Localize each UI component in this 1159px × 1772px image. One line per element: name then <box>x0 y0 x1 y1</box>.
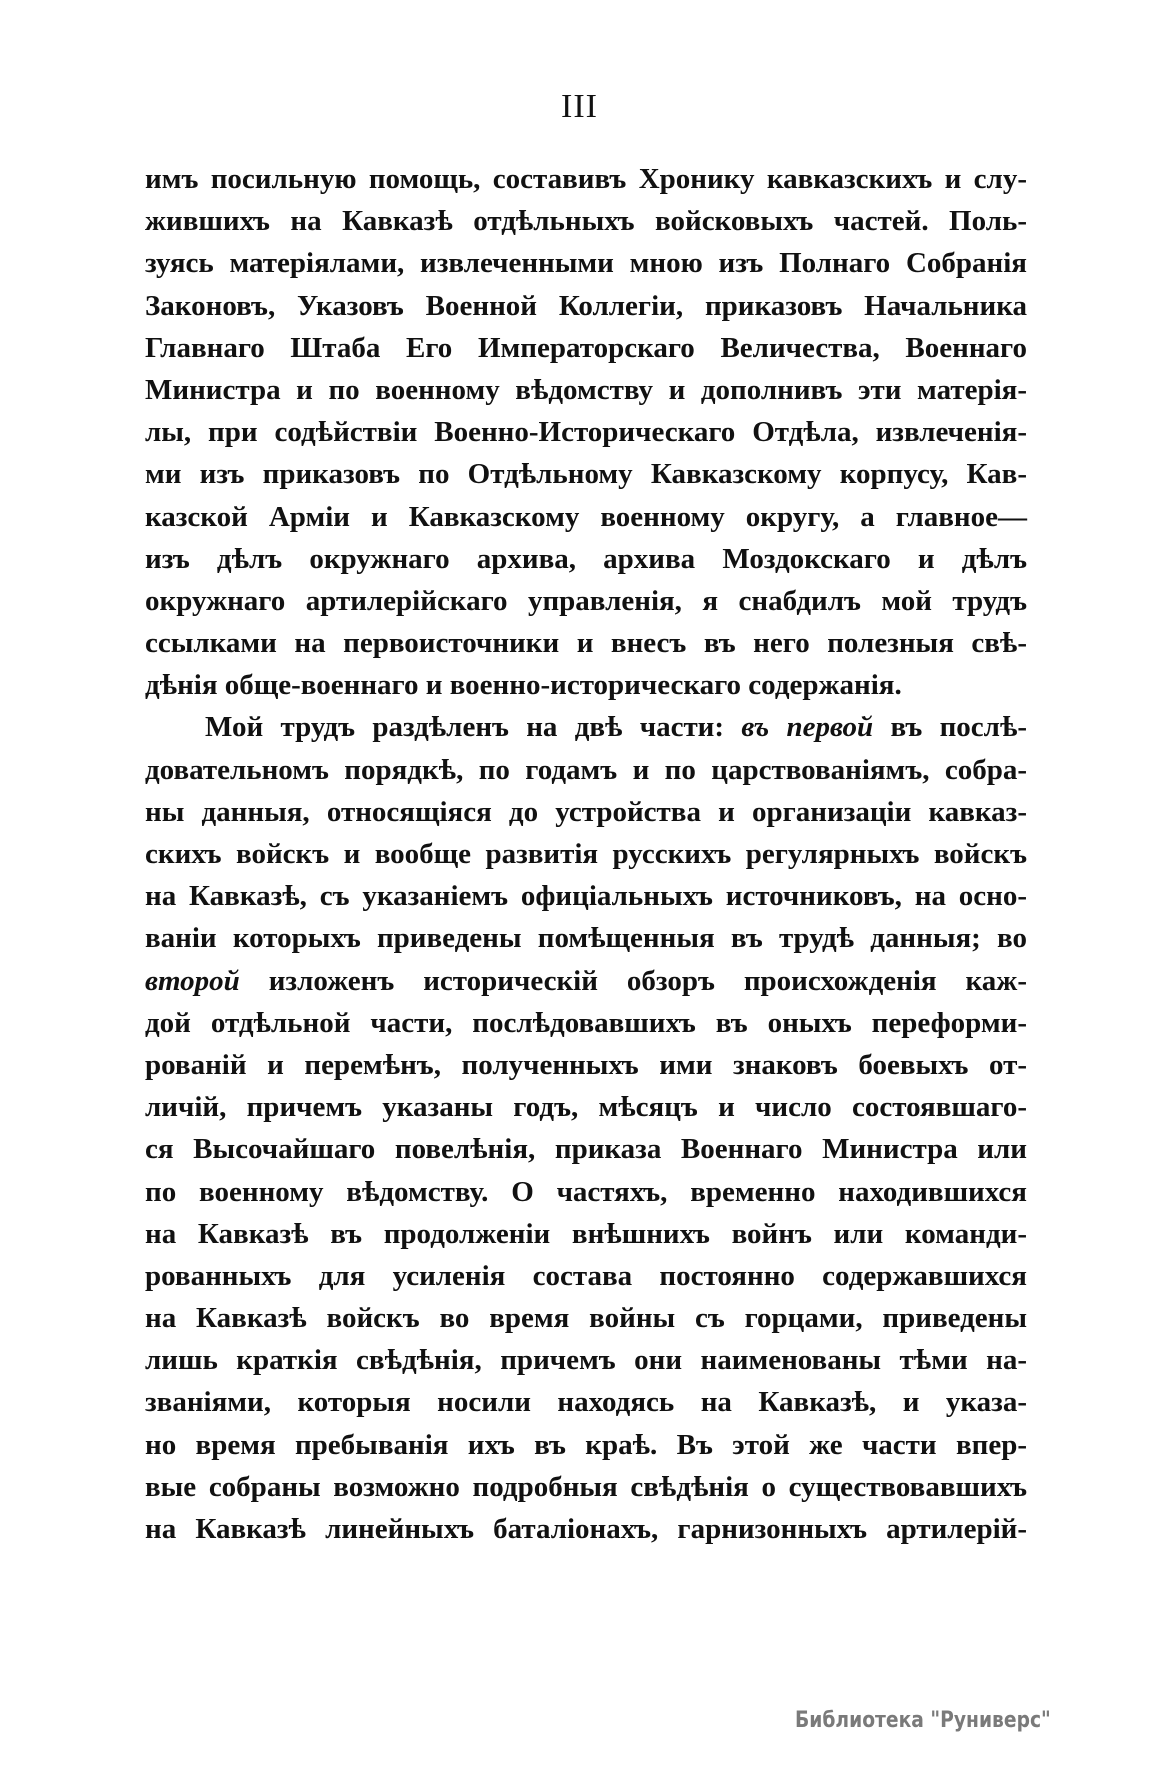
text-line: ны данныя, относящіяся до устройства и организаціи кавказ- <box>145 795 1027 828</box>
text-segment: изложенъ историческій обзоръ происхожденія каж- <box>239 964 1027 997</box>
text-line: Главнаго Штаба Его Императорскаго Величества, Военнаго <box>145 331 1027 364</box>
text-line: ся Высочайшаго повелѣнія, приказа Военнаго Министра или <box>145 1133 1027 1166</box>
text-line: ми изъ приказовъ по Отдѣльному Кавказскому корпусу, Кав- <box>145 458 1027 491</box>
text-line: изъ дѣлъ окружнаго архива, архива Моздокскаго и дѣлъ <box>145 542 1027 575</box>
page-number: III <box>561 88 598 125</box>
text-segment: Мой трудъ раздѣленъ на двѣ части: <box>205 711 742 744</box>
text-line: имъ посильную помощь, составивъ Хронику кавказскихъ и слу- <box>145 163 1027 195</box>
text-segment: въ послѣ- <box>873 711 1027 744</box>
text-line: личій, причемъ указаны годъ, мѣсяцъ и число состоявшаго- <box>145 1091 1027 1124</box>
italic-emphasis: въ первой <box>741 711 874 744</box>
text-line: довательномъ порядкѣ, по годамъ и по царствованіямъ, собра- <box>145 753 1027 786</box>
text-line: но время пребыванія ихъ въ краѣ. Въ этой же части впер- <box>145 1428 1027 1461</box>
text-line: дой отдѣльной части, послѣдовавшихъ въ оныхъ переформи- <box>145 1006 1027 1039</box>
text-line: Законовъ, Указовъ Военной Коллегіи, приказовъ Начальника <box>145 289 1027 322</box>
text-line: дѣнія обще-военнаго и военно-историческаго содержанія. <box>145 669 902 702</box>
text-line: ваніи которыхъ приведены помѣщенныя въ трудѣ данныя; во <box>145 922 1027 955</box>
text-line: вые собраны возможно подробныя свѣдѣнія о существовавшихъ <box>145 1470 1027 1503</box>
italic-emphasis: второй <box>145 964 240 997</box>
text-line: рованій и перемѣнъ, полученныхъ ими знаковъ боевыхъ от- <box>145 1048 1027 1081</box>
text-line: зуясь матеріялами, извлеченными мною изъ Полнаго Собранія <box>145 247 1027 280</box>
text-line: лишь краткія свѣдѣнія, причемъ они наименованы тѣми на- <box>145 1344 1027 1377</box>
text-line <box>145 960 1027 1002</box>
text-line: на Кавказѣ, съ указаніемъ офиціальныхъ источниковъ, на осно- <box>145 880 1027 913</box>
text-line <box>145 706 1027 748</box>
text-line: казской Арміи и Кавказскому военному округу, а главное— <box>145 500 1027 533</box>
text-line: званіями, которыя носили находясь на Кавказѣ, и указа- <box>145 1386 1027 1419</box>
text-line: скихъ войскъ и вообще развитія русскихъ регулярныхъ войскъ <box>145 838 1027 870</box>
text-line: рованныхъ для усиленія состава постоянно содержавшихся <box>145 1259 1027 1292</box>
text-line: ссылками на первоисточники и внесъ въ него полезныя свѣ- <box>145 627 1027 660</box>
text-line: на Кавказѣ войскъ во время войны съ горцами, приведены <box>145 1302 1027 1335</box>
library-watermark: Библиотека "Руниверс" <box>795 1708 1051 1733</box>
text-line: на Кавказѣ линейныхъ баталіонахъ, гарнизонныхъ артилерій- <box>145 1513 1027 1545</box>
text-line: жившихъ на Кавказѣ отдѣльныхъ войсковыхъ частей. Поль- <box>145 205 1027 238</box>
text-line: Министра и по военному вѣдомству и дополнивъ эти матерія- <box>145 373 1027 406</box>
body-text <box>145 158 1027 1550</box>
text-line: на Кавказѣ въ продолженіи внѣшнихъ войнъ или команди- <box>145 1217 1027 1250</box>
text-line: лы, при содѣйствіи Военно-Историческаго Отдѣла, извлеченія- <box>145 416 1027 449</box>
text-line: по военному вѣдомству. О частяхъ, временно находившихся <box>145 1175 1027 1208</box>
text-line: окружнаго артилерійскаго управленія, я снабдилъ мой трудъ <box>145 584 1027 617</box>
